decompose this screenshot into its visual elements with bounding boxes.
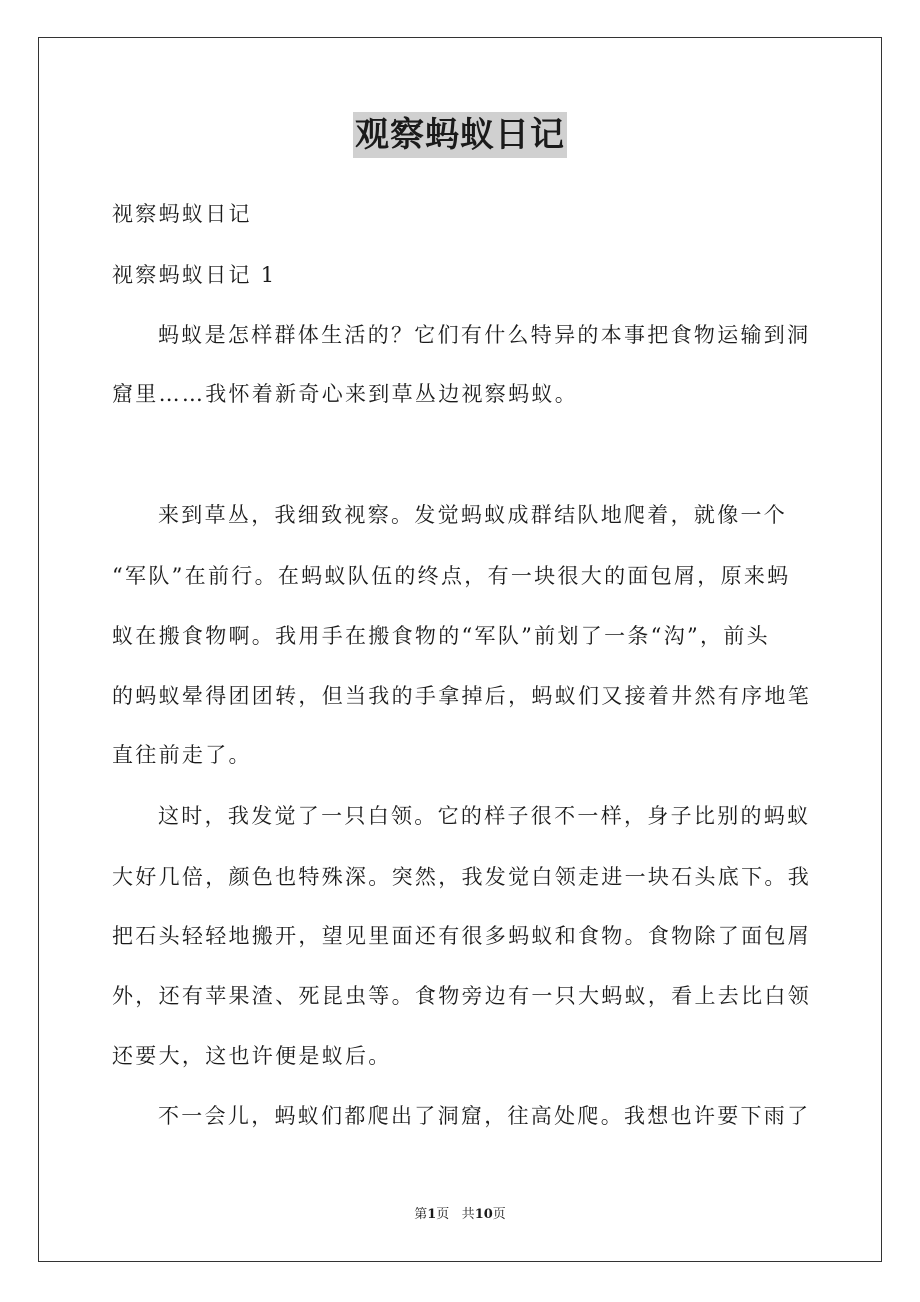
paragraph-line: 外，还有苹果渣、死昆虫等。食物旁边有一只大蚂蚁，看上去比白领 bbox=[112, 984, 811, 1008]
page-suffix: 页 bbox=[436, 1207, 450, 1222]
paragraph-line: 直往前走了。 bbox=[112, 743, 252, 767]
document-title: 观察蚂蚁日记 bbox=[353, 112, 567, 158]
paragraph-line: 把石头轻轻地搬开，望见里面还有很多蚂蚁和食物。食物除了面包屑 bbox=[112, 924, 811, 948]
paragraph-line: 来到草丛，我细致视察。发觉蚂蚁成群结队地爬着，就像一个 bbox=[158, 503, 788, 527]
page-footer bbox=[0, 1206, 920, 1224]
document-subtitle: 视察蚂蚁日记 bbox=[112, 202, 252, 226]
paragraph-line: 这时，我发觉了一只白领。它的样子很不一样，身子比别的蚂蚁 bbox=[158, 804, 811, 828]
paragraph-line: 不一会儿，蚂蚁们都爬出了洞窟，往高处爬。我想也许要下雨了 bbox=[158, 1104, 811, 1128]
paragraph-line: 窟里……我怀着新奇心来到草丛边视察蚂蚁。 bbox=[112, 382, 578, 406]
total-pages: 10 bbox=[474, 1207, 493, 1222]
paragraph-line: 还要大，这也许便是蚁后。 bbox=[112, 1044, 392, 1068]
paragraph-line: “军队”在前行。在蚂蚁队伍的终点，有一块很大的面包屑，原来蚂 bbox=[112, 564, 791, 588]
total-suffix: 页 bbox=[492, 1207, 506, 1222]
paragraph-line: 蚂蚁是怎样群体生活的？它们有什么特异的本事把食物运输到洞 bbox=[158, 323, 811, 347]
total-prefix: 共 bbox=[461, 1207, 475, 1222]
paragraph-line: 大好几倍，颜色也特殊深。突然，我发觉白领走进一块石头底下。我 bbox=[112, 865, 811, 889]
paragraph-line: 蚁在搬食物啊。我用手在搬食物的“军队”前划了一条“沟”，前头 bbox=[112, 624, 770, 648]
page-prefix: 第 bbox=[414, 1207, 428, 1222]
paragraph-line: 的蚂蚁晕得团团转，但当我的手拿掉后，蚂蚁们又接着井然有序地笔 bbox=[112, 684, 811, 708]
entry-heading: 视察蚂蚁日记 1 bbox=[112, 263, 277, 287]
title-container bbox=[0, 112, 920, 158]
page-number: 1 bbox=[427, 1207, 437, 1222]
